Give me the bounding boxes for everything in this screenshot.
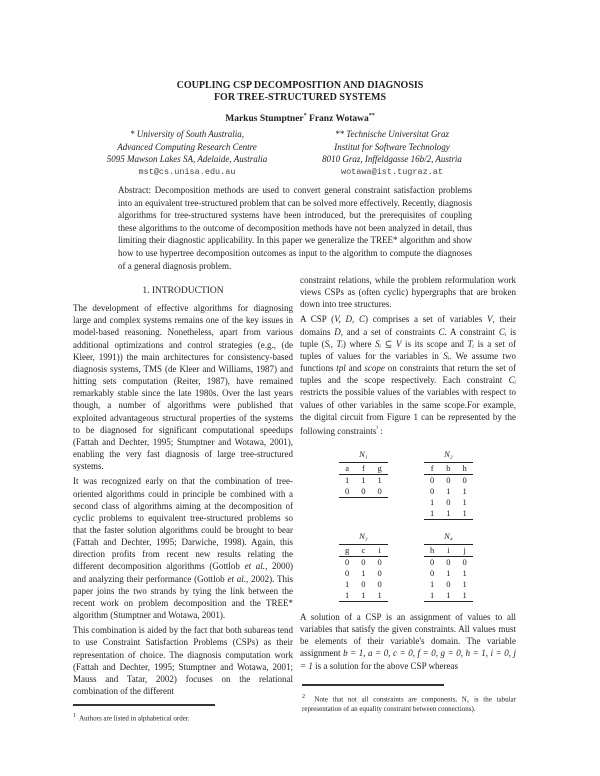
table-cell: 0 — [361, 579, 366, 589]
math-text: V, D, C — [334, 314, 366, 325]
table-cell: 1 — [440, 590, 456, 602]
left-column — [73, 285, 293, 700]
section-heading: 1. INTRODUCTION — [142, 286, 224, 296]
table-cell: 1 — [424, 508, 440, 520]
affiliation-line: ** Technische Universitat Graz — [335, 129, 449, 139]
table-cell: 0 — [372, 486, 388, 498]
paragraph — [73, 302, 293, 472]
table-cell: 1 — [440, 508, 456, 520]
table-cell: 1 — [339, 590, 355, 602]
table-cell: 0 — [361, 557, 366, 567]
text-run: : — [378, 425, 383, 436]
email: mst@cs.unisa.edu.au — [138, 166, 236, 177]
table-cell: 1 — [457, 508, 473, 520]
title-line: FOR TREE-STRUCTURED SYSTEMS — [213, 92, 387, 103]
column-header: i — [440, 545, 456, 557]
footnote-2 — [302, 693, 516, 714]
column-header: j — [457, 545, 473, 557]
relation-table — [339, 544, 388, 602]
table-cell: 1 — [462, 579, 467, 589]
table-cell: 0 — [446, 579, 451, 589]
email: wotawa@ist.tugraz.at — [340, 166, 444, 177]
table-cell: 1 — [361, 475, 366, 485]
text-run: ) comprises a set of variables — [365, 314, 487, 325]
table-row — [339, 557, 388, 569]
math-text: Cᵢ — [508, 375, 516, 386]
math-text: V — [487, 314, 493, 325]
author-mark: * — [303, 113, 307, 119]
column-header: g — [372, 463, 388, 475]
math-text: tpl — [336, 363, 346, 374]
table-row — [339, 568, 388, 579]
authors — [0, 113, 600, 124]
author-name: Markus Stumptner — [225, 114, 304, 125]
table-cell: 0 — [462, 557, 467, 567]
footnote-mark: 2 — [302, 694, 305, 700]
math-text: b = 1, a = 0, c = 0, f = 0, g = 0, h = 1, i = 0, j = 1 — [300, 648, 516, 671]
affiliation-line: Advanced Computing Research Centre — [117, 141, 257, 152]
column-header: f — [355, 463, 371, 475]
table-row — [424, 568, 473, 579]
table-cell: 1 — [430, 579, 435, 589]
text-run: . We assume two functions — [300, 350, 516, 374]
text-run: is tuple ( — [300, 326, 516, 349]
text-run: This combination is aided by the fact that both subareas tend to use Constraint Satisfaction Problems (CSPs) as their representation of choice. The diagnosis computation work (Fattah and Dechter, 1995; Stumptner and Wotawa, 2001; Mauss and Tatar, 2002) focuses on the relational combination of the different — [73, 625, 293, 696]
table-cell: 0 — [339, 486, 355, 498]
table-row — [424, 579, 473, 590]
column-header: i — [372, 545, 388, 557]
table-cell: 0 — [430, 557, 435, 567]
table-cell: 0 — [462, 475, 467, 485]
table-row — [424, 475, 473, 487]
table-cell: 1 — [462, 486, 467, 496]
table-caption: N₃ — [359, 531, 368, 541]
relation-table — [339, 462, 388, 498]
affiliation-2 — [312, 128, 472, 178]
affiliation-1 — [62, 128, 312, 178]
paragraph — [73, 624, 293, 697]
table-caption: N₁ — [359, 449, 368, 459]
footnote-text: Authors are listed in alphabetical order. — [79, 714, 190, 723]
table-cell: 0 — [446, 475, 451, 485]
math-text: scope — [364, 363, 385, 374]
table-cell: 1 — [372, 590, 388, 602]
right-column — [300, 274, 516, 440]
math-text: C — [438, 326, 445, 337]
text-run: restricts the possible values of the variables with respect to values of other variables in the same scope.For example, the digital circuit from Figure 1 can be represented by the following constraints — [300, 387, 516, 436]
text-run: A solution of a CSP is an assignment of values to all variables that satisfy the given constraints. All values must be elements of their variable's domain. The variable assignment — [300, 612, 516, 659]
table-cell: 0 — [377, 579, 382, 589]
table-n1 — [339, 449, 388, 498]
relation-table — [424, 462, 473, 520]
text-run: , 2000) and analyzing their performance (Gottlob — [73, 561, 294, 584]
footnote-1 — [73, 712, 293, 724]
text-run: . A constraint — [444, 326, 499, 337]
text-run: ) where — [342, 338, 376, 349]
text-run: is a solution for the above CSP whereas — [312, 660, 458, 671]
text-run: ² — [376, 425, 379, 432]
abstract: Abstract: Decomposition methods are used to convert general constraint satisfaction problems into an equivalent tree-structured problem that can be solved more effectively. Recently, diagnosis algorithms for tree-structured systems have been introduced, but the prerequisites of coupling these algorithms to the outcome of decomposition methods have not been analyzed in detail, thus limiting their diagnostic applicability. In this paper we generalize the TREE* algorithm and show how to use hypertree decomposition outcomes as input to the algorithm to compute the diagnoses of a general diagnosis problem. — [118, 185, 472, 271]
table-cell: 1 — [377, 475, 382, 485]
math-text: D — [334, 326, 341, 337]
text-run: , and a set of constraints — [340, 326, 439, 337]
table-cell: 1 — [345, 475, 350, 485]
math-text: Sᵢ, Tᵢ — [324, 338, 343, 349]
table-cell: 1 — [462, 568, 467, 578]
affiliation-line: * University of South Australia, — [129, 129, 245, 139]
table-cell: 1 — [355, 590, 371, 602]
table-cell: 0 — [430, 475, 435, 485]
table-cell: 0 — [430, 486, 435, 496]
table-cell: 1 — [462, 497, 467, 507]
table-caption: N₄ — [444, 531, 453, 541]
table-cell: 0 — [446, 557, 451, 567]
text-run: A CSP ( — [300, 314, 335, 325]
text-run: It was recognized early on that the combination of tree-oriented algorithms could in principle be combined with a second class of algorithms aiming at the decomposition of cyclic problems to equivalent tree-structured problems so that the faster solution algorithms could be brought to bear (Fattah and Dechter, 1995; Darwiche, 1998). Again, this direction profits from recent new results relating the different decomposition algorithms (Gottlob — [73, 476, 293, 572]
table-cell: 1 — [361, 568, 366, 578]
table-cell: 1 — [457, 590, 473, 602]
author-name: Franz Wotawa — [309, 114, 369, 125]
paragraph — [73, 475, 293, 621]
column-header: a — [339, 463, 355, 475]
column-header: h — [424, 545, 440, 557]
table-cell: 0 — [446, 497, 451, 507]
column-header: c — [355, 545, 371, 557]
table-cell: 1 — [345, 579, 350, 589]
table-row — [424, 486, 473, 497]
table-n2 — [424, 449, 473, 520]
text-run: is a set of tuples of values for the variables in — [300, 338, 517, 361]
table-cell: 0 — [430, 568, 435, 578]
table-cell: 1 — [424, 590, 440, 602]
math-text: Tᵢ — [467, 338, 474, 349]
table-row — [339, 486, 388, 498]
column-header: f — [424, 463, 440, 475]
table-row — [339, 475, 388, 487]
table-row — [339, 590, 388, 602]
text-run: on constraints that return the set of tuples and the scope respectively. Each constraint — [300, 363, 517, 386]
math-text: Cᵢ — [498, 326, 507, 337]
affiliation-line: 5095 Mawson Lakes SA, Adelaide, Australia — [106, 154, 268, 164]
footnote-rule — [73, 704, 215, 706]
table-cell: 0 — [377, 557, 382, 567]
table-cell: 0 — [345, 557, 350, 567]
author-mark: ** — [368, 113, 375, 119]
footnote-text: Note that not all constraints are components, N₁ is the tabular representation of an equality constraint between connections). — [302, 695, 516, 713]
table-cell: 1 — [446, 486, 451, 496]
table-n4 — [424, 531, 473, 602]
table-row — [339, 579, 388, 590]
text-run: , 2002). This paper joins the two strands by tying the link between the recent work on problem decomposition and the TREE* algorithm (Stumptner and Wotawa, 2001). — [73, 573, 293, 621]
column-header: g — [339, 545, 355, 557]
text-run: is its scope and — [401, 338, 468, 349]
text-run: , their domains — [300, 314, 516, 337]
math-text: et al. — [227, 573, 247, 584]
table-cell: 1 — [446, 568, 451, 578]
table-row — [424, 497, 473, 508]
text-run: and — [345, 363, 365, 374]
table-cell: 0 — [355, 486, 371, 498]
table-cell: 1 — [430, 497, 435, 507]
affiliation-line: Institut for Software Technology — [334, 141, 450, 152]
relation-table — [424, 544, 473, 602]
table-n3 — [339, 531, 388, 602]
title-line: COUPLING CSP DECOMPOSITION AND DIAGNOSIS — [176, 80, 424, 91]
table-cell: 0 — [377, 568, 382, 578]
math-text: et al. — [244, 561, 266, 572]
math-text: Sᵢ ⊆ V — [375, 338, 402, 349]
table-row — [424, 590, 473, 602]
table-row — [424, 508, 473, 520]
paragraph — [300, 274, 516, 310]
solution-paragraph — [300, 611, 516, 672]
column-header: h — [457, 463, 473, 475]
affiliation-line: 8010 Graz, Inffeldgasse 16b/2, Austria — [322, 154, 462, 164]
table-caption: N₂ — [444, 449, 453, 459]
footnote-rule — [302, 684, 444, 686]
math-text: Sᵢ — [443, 350, 450, 361]
paragraph — [300, 313, 516, 437]
table-row — [424, 557, 473, 569]
paper-title — [0, 80, 600, 104]
table-cell: 0 — [345, 568, 350, 578]
column-header: b — [440, 463, 456, 475]
text-run: constraint relations, while the problem reformulation work views CSPs as (often cyclic) hypergraphs that are broken down into tree structures. — [300, 275, 516, 310]
text-run: The development of effective algorithms for diagnosing large and complex systems remains one of the key issues in model-based reasoning. Nonetheless, apart from various additional optimizations and control strategies (e.g., (de Kleer, 1991)) the main architectures for consistency-based diagnosis systems, TMS (de Kleer and Williams, 1987) and hitting sets computation (Reiter, 1987), have remained remarkably stable since the late 1980s. Over the last years though, a number of algorithms were published that exploited advantageous structural properties of the systems to be diagnosed for significant computational speedups (Fattah and Dechter, 1995; Stumptner and Wotawa, 2001), enabling the very fast diagnosis of large tree-structured systems. — [73, 303, 293, 472]
footnote-mark: 1 — [73, 713, 76, 719]
